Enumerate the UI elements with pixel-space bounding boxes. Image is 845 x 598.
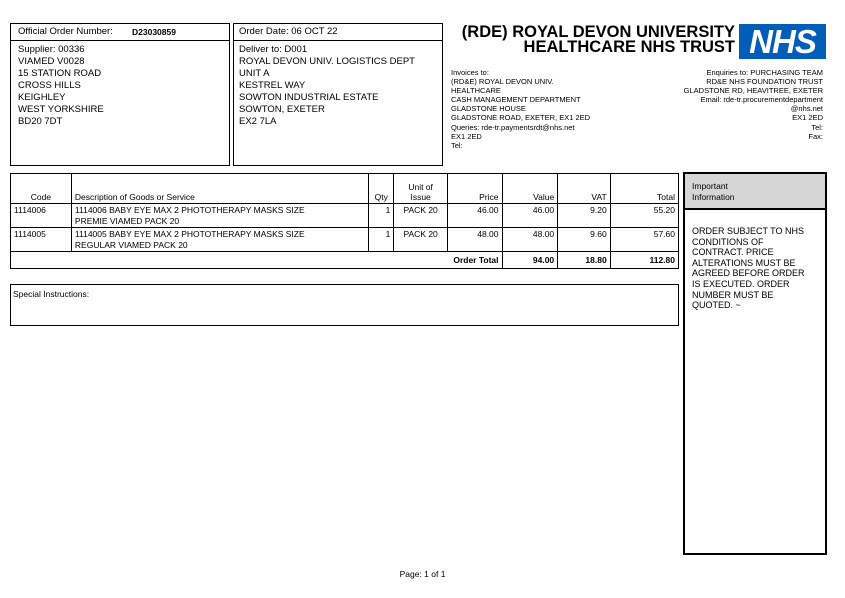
order-number-value: D23030859 bbox=[132, 27, 176, 37]
supplier-line: CROSS HILLS bbox=[18, 80, 81, 91]
cell-description-line: PREMIE VIAMED PACK 20 bbox=[74, 215, 180, 226]
important-text-line: QUOTED. ~ bbox=[692, 300, 741, 311]
supplier-line: 15 STATION ROAD bbox=[18, 68, 102, 79]
deliver-line: KESTREL WAY bbox=[239, 80, 306, 91]
invoice-line: Invoices to: bbox=[451, 68, 489, 77]
cell-price: 48.00 bbox=[447, 228, 502, 252]
important-information-text bbox=[692, 226, 805, 311]
order-total-total: 112.80 bbox=[610, 252, 678, 269]
deliver-line: UNIT A bbox=[239, 68, 270, 79]
cell-unit: PACK 20 bbox=[394, 204, 448, 228]
column-header-code: Code bbox=[11, 174, 72, 204]
organisation-title-line: (RDE) ROYAL DEVON UNIVERSITY bbox=[461, 23, 735, 41]
cell-vat: 9.20 bbox=[558, 204, 611, 228]
cell-description bbox=[71, 228, 368, 252]
organisation-title bbox=[462, 25, 735, 55]
order-total-row bbox=[11, 252, 679, 269]
order-date: Order Date: 06 OCT 22 bbox=[239, 26, 338, 37]
enquiries-line: Fax: bbox=[808, 131, 823, 141]
column-header-unit-line: Issue bbox=[410, 192, 431, 202]
enquiries-line: Enquiries to: PURCHASING TEAM bbox=[706, 68, 823, 77]
cell-value: 46.00 bbox=[502, 204, 558, 228]
order-total-value: 94.00 bbox=[502, 252, 558, 269]
important-information-box bbox=[683, 172, 827, 555]
invoice-line: HEALTHCARE bbox=[451, 86, 501, 96]
cell-value: 48.00 bbox=[502, 228, 558, 252]
cell-description-line: 1114005 BABY EYE MAX 2 PHOTOTHERAPY MASKS SIZE bbox=[74, 229, 305, 239]
invoice-line: (RD&E) ROYAL DEVON UNIV. bbox=[451, 77, 554, 87]
cell-code: 1114006 bbox=[11, 204, 72, 228]
supplier-line: Supplier: 00336 bbox=[18, 44, 85, 55]
enquiries-line: RD&E NHS FOUNDATION TRUST bbox=[706, 77, 823, 87]
invoice-line: GLADSTONE ROAD, EXETER, EX1 2ED bbox=[451, 113, 591, 123]
column-header-qty: Qty bbox=[369, 174, 394, 204]
order-items-table bbox=[10, 173, 679, 269]
cell-description-line: 1114006 BABY EYE MAX 2 PHOTOTHERAPY MASKS SIZE bbox=[74, 205, 305, 215]
supplier-line: KEIGHLEY bbox=[18, 92, 66, 103]
important-text-line: IS EXECUTED. ORDER bbox=[692, 278, 790, 289]
enquiries-line: Email: rde-tr.procurementdepartment bbox=[700, 95, 823, 105]
order-number-header bbox=[11, 24, 229, 41]
supplier-line: BD20 7DT bbox=[18, 116, 63, 127]
cell-description-line: REGULAR VIAMED PACK 20 bbox=[74, 239, 188, 250]
invoice-line: Queries: rde-tr.paymentsrdt@nhs.net bbox=[451, 122, 575, 132]
deliver-line: Deliver to: D001 bbox=[239, 44, 308, 55]
important-text-line: ALTERATIONS MUST BE bbox=[692, 257, 796, 268]
important-text-line: CONDITIONS OF bbox=[692, 236, 764, 247]
order-total-label: Order Total bbox=[11, 252, 503, 269]
cell-qty: 1 bbox=[369, 204, 394, 228]
cell-qty: 1 bbox=[369, 228, 394, 252]
invoice-address bbox=[451, 68, 590, 150]
deliver-line: SOWTON, EXETER bbox=[239, 104, 325, 115]
organisation-title-line: HEALTHCARE NHS TRUST bbox=[523, 38, 735, 56]
invoice-line: GLADSTONE HOUSE bbox=[451, 104, 526, 114]
cell-price: 46.00 bbox=[447, 204, 502, 228]
supplier-line: WEST YORKSHIRE bbox=[18, 104, 104, 115]
column-header-unit bbox=[394, 174, 448, 204]
enquiries-address bbox=[684, 68, 823, 141]
invoice-line: EX1 2ED bbox=[451, 131, 482, 141]
important-text-line: ORDER SUBJECT TO NHS bbox=[692, 226, 805, 236]
column-header-vat: VAT bbox=[558, 174, 611, 204]
column-header-price: Price bbox=[447, 174, 502, 204]
important-text-line: AGREED BEFORE ORDER bbox=[692, 268, 805, 279]
nhs-logo: NHS bbox=[739, 24, 826, 59]
column-header-value: Value bbox=[502, 174, 558, 204]
delivery-box bbox=[233, 23, 443, 166]
column-header-unit-line: Unit of bbox=[408, 182, 433, 192]
cell-unit: PACK 20 bbox=[394, 228, 448, 252]
order-number-label: Official Order Number: bbox=[18, 26, 113, 37]
important-header-line: Information bbox=[692, 192, 735, 202]
important-text-line: CONTRACT. PRICE bbox=[692, 247, 774, 258]
cell-total: 55.20 bbox=[610, 204, 678, 228]
important-information-header bbox=[685, 174, 825, 210]
deliver-line: SOWTON INDUSTRIAL ESTATE bbox=[239, 92, 379, 103]
deliver-line: EX2 7LA bbox=[239, 116, 277, 127]
cell-vat: 9.60 bbox=[558, 228, 611, 252]
page-number: Page: 1 of 1 bbox=[399, 569, 446, 579]
enquiries-line: @nhs.net bbox=[790, 104, 823, 114]
important-header-line: Important bbox=[692, 181, 728, 191]
enquiries-line: Tel: bbox=[811, 122, 823, 132]
table-row bbox=[11, 228, 679, 252]
column-header-description: Description of Goods or Service bbox=[71, 174, 368, 204]
deliver-line: ROYAL DEVON UNIV. LOGISTICS DEPT bbox=[239, 56, 415, 67]
order-total-vat: 18.80 bbox=[558, 252, 611, 269]
cell-code: 1114005 bbox=[11, 228, 72, 252]
table-header-row bbox=[11, 174, 679, 204]
important-text-line: NUMBER MUST BE bbox=[692, 289, 774, 300]
column-header-total: Total bbox=[610, 174, 678, 204]
order-supplier-box bbox=[10, 23, 230, 166]
special-instructions-label: Special Instructions: bbox=[13, 289, 90, 299]
enquiries-line: GLADSTONE RD, HEAVITREE, EXETER bbox=[683, 86, 823, 96]
table-row bbox=[11, 204, 679, 228]
supplier-line: VIAMED V0028 bbox=[18, 56, 85, 67]
invoice-line: Tel: bbox=[451, 140, 463, 150]
order-date-header bbox=[234, 24, 442, 41]
cell-total: 57.60 bbox=[610, 228, 678, 252]
cell-description bbox=[71, 204, 368, 228]
enquiries-line: EX1 2ED bbox=[792, 113, 823, 123]
special-instructions-box bbox=[10, 284, 679, 326]
invoice-line: CASH MANAGEMENT DEPARTMENT bbox=[451, 95, 581, 105]
